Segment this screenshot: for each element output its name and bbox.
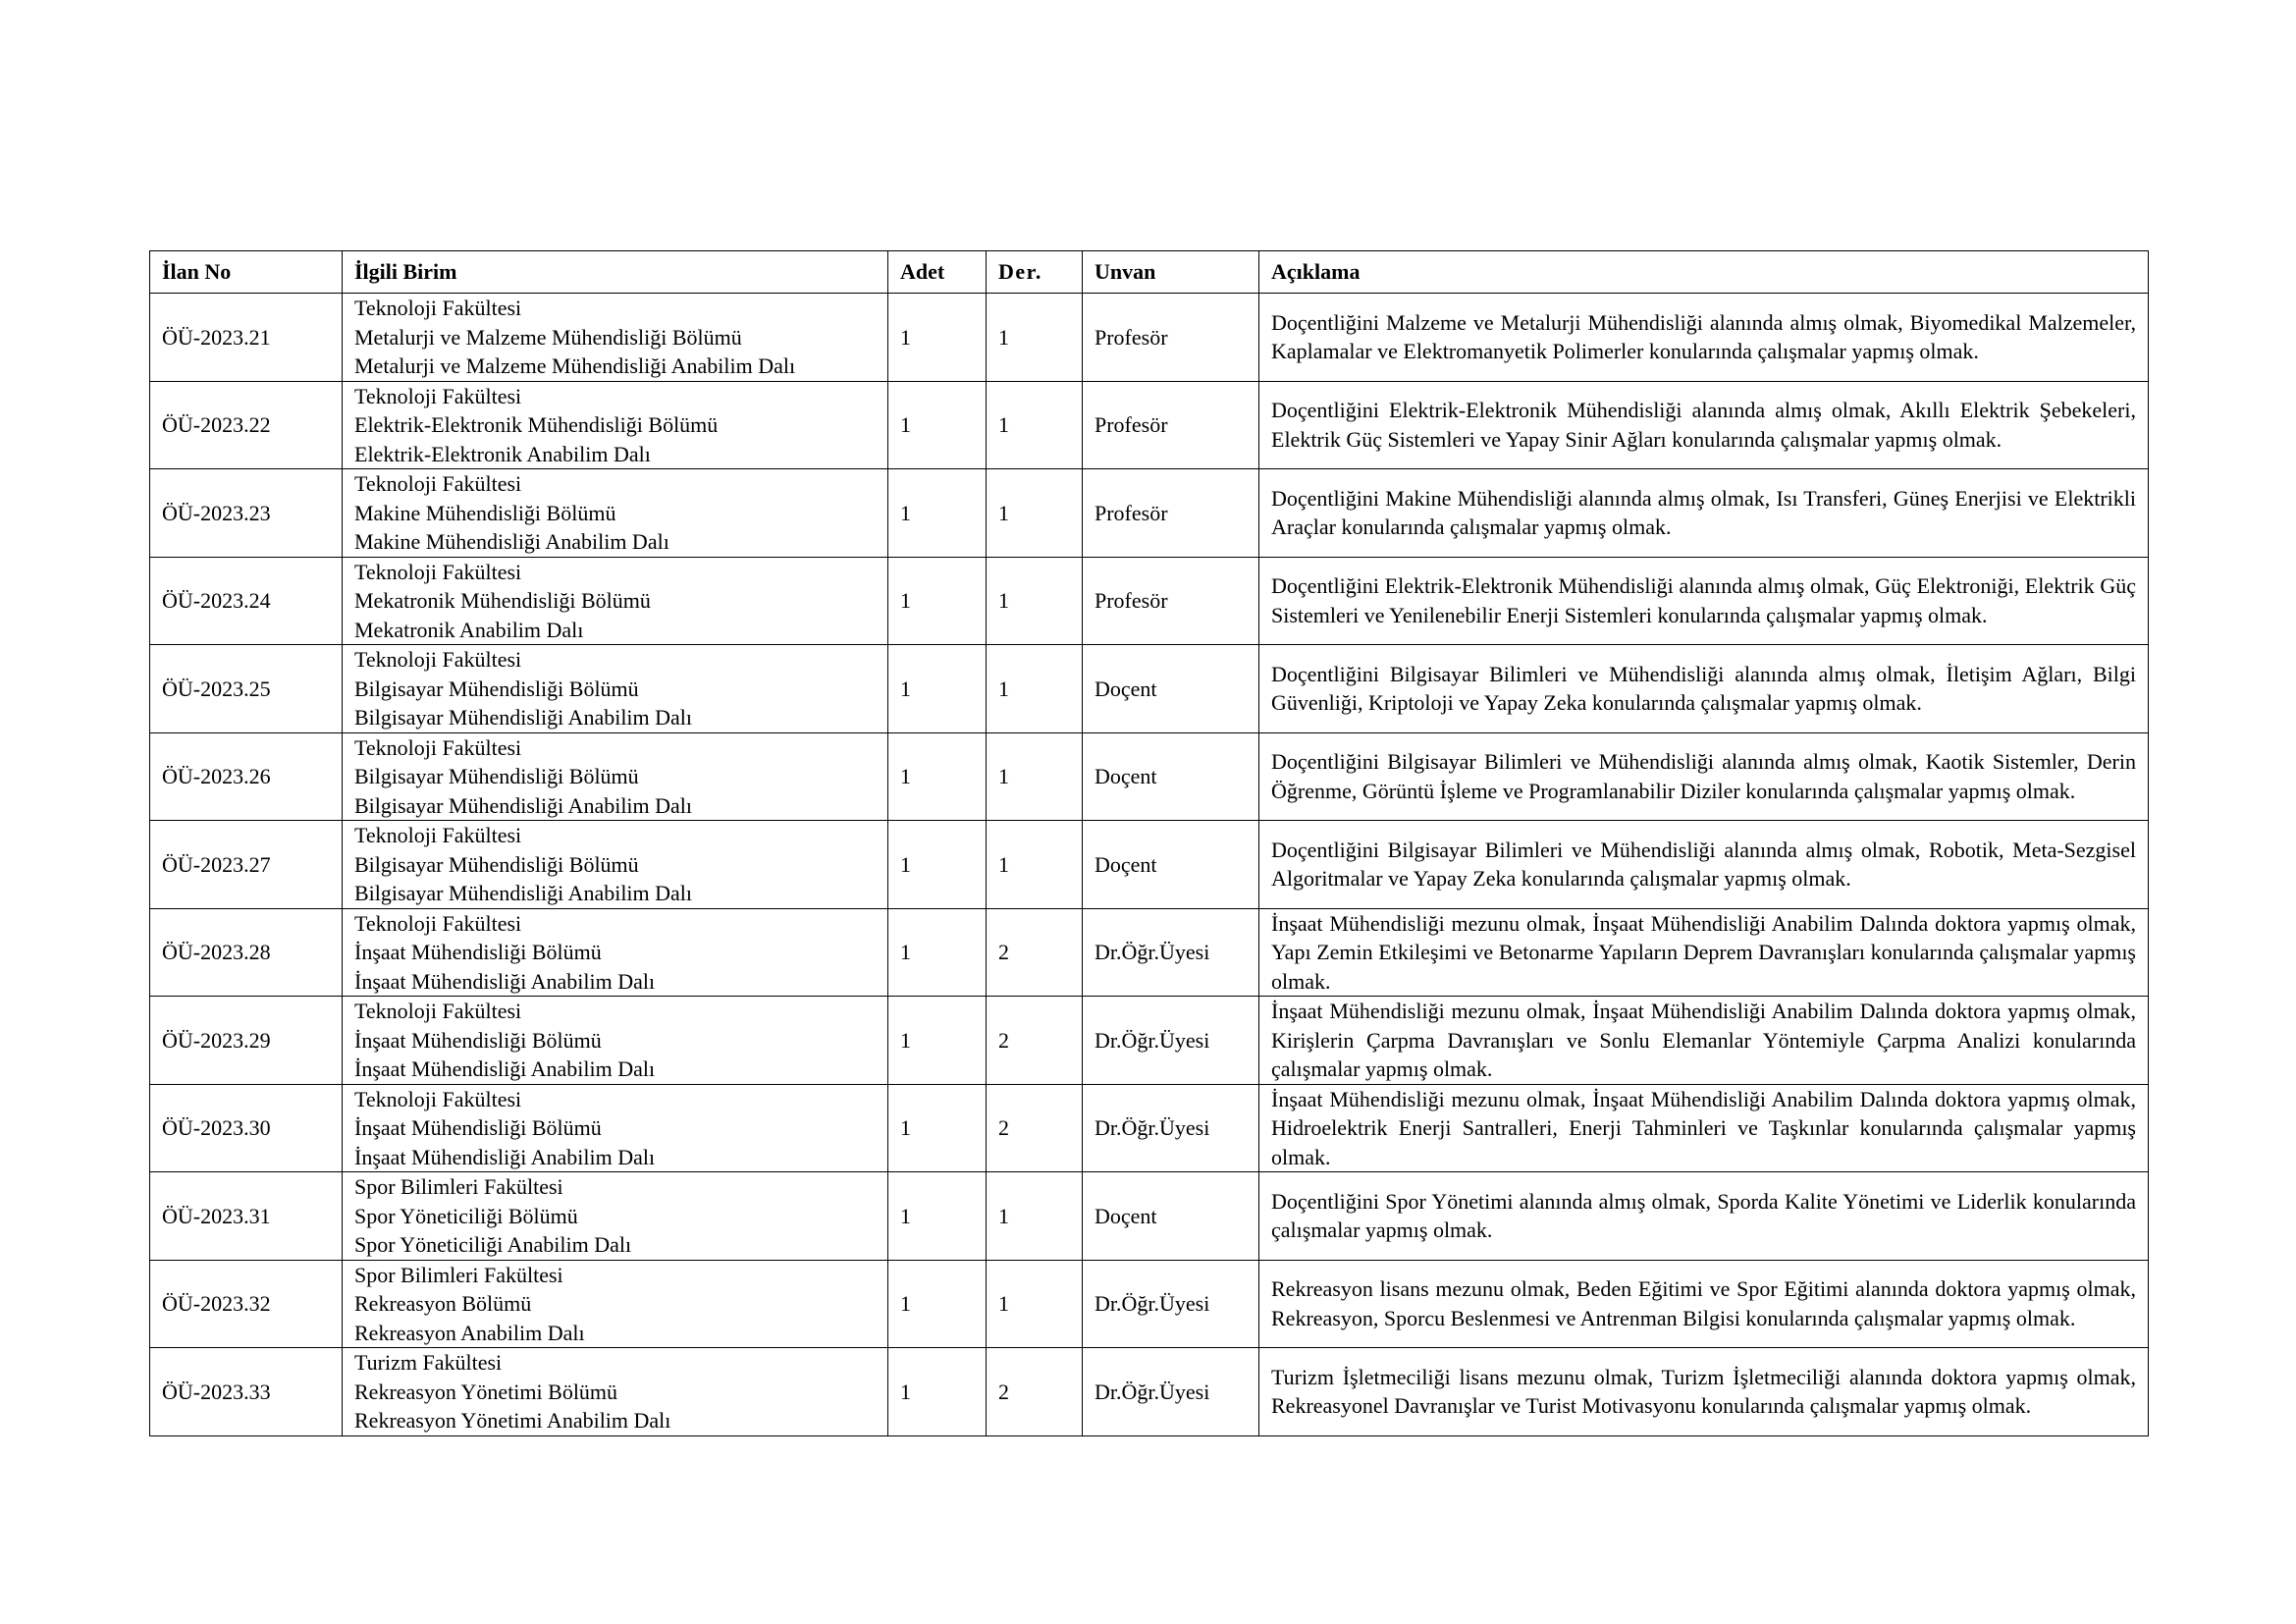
birim-line: İnşaat Mühendisliği Bölümü bbox=[354, 1027, 602, 1053]
ilan-table bbox=[149, 250, 2149, 1436]
ilan-no-cell: ÖÜ-2023.28 bbox=[150, 908, 343, 997]
der-cell: 1 bbox=[987, 381, 1083, 469]
ilgili-birim-cell bbox=[343, 821, 888, 909]
aciklama-cell: İnşaat Mühendisliği mezunu olmak, İnşaat Mühendisliği Anabilim Dalında doktora yapmış olmak, Yapı Zemin Etkileşimi ve Betonarme Yapıların Deprem Davranışları konularında çalışmalar yapmış olmak. bbox=[1259, 908, 2149, 997]
adet-cell: 1 bbox=[888, 908, 987, 997]
ilan-no-cell: ÖÜ-2023.25 bbox=[150, 645, 343, 733]
der-cell: 1 bbox=[987, 645, 1083, 733]
table-row bbox=[150, 997, 2149, 1085]
ilgili-birim-cell bbox=[343, 1260, 888, 1348]
table-row bbox=[150, 645, 2149, 733]
unvan-cell: Profesör bbox=[1083, 557, 1259, 645]
ilgili-birim-cell bbox=[343, 1348, 888, 1436]
ilan-no-cell: ÖÜ-2023.24 bbox=[150, 557, 343, 645]
birim-line: Metalurji ve Malzeme Mühendisliği Bölümü bbox=[354, 324, 742, 350]
aciklama-cell: Doçentliğini Bilgisayar Bilimleri ve Mühendisliği alanında almış olmak, Robotik, Meta-Sezgisel Algoritmalar ve Yapay Zeka konularında çalışmalar yapmış olmak. bbox=[1259, 821, 2149, 909]
ilan-no-cell: ÖÜ-2023.29 bbox=[150, 997, 343, 1085]
aciklama-cell: İnşaat Mühendisliği mezunu olmak, İnşaat Mühendisliği Anabilim Dalında doktora yapmış olmak, Hidroelektrik Enerji Santralleri, Enerji Tahminleri ve Taşkınlar konularında çalışmalar yapmış olmak. bbox=[1259, 1084, 2149, 1172]
header-unvan: Unvan bbox=[1083, 251, 1259, 294]
aciklama-cell: Doçentliğini Bilgisayar Bilimleri ve Mühendisliği alanında almış olmak, Kaotik Sistemler, Derin Öğrenme, Görüntü İşleme ve Programlanabilir Diziler konularında çalışmalar yapmış olmak. bbox=[1259, 732, 2149, 821]
birim-line: Makine Mühendisliği Bölümü bbox=[354, 500, 616, 525]
adet-cell: 1 bbox=[888, 557, 987, 645]
der-cell: 1 bbox=[987, 557, 1083, 645]
ilan-no-cell: ÖÜ-2023.33 bbox=[150, 1348, 343, 1436]
ilan-no-cell: ÖÜ-2023.21 bbox=[150, 294, 343, 382]
ilan-no-cell: ÖÜ-2023.32 bbox=[150, 1260, 343, 1348]
aciklama-cell: Doçentliğini Malzeme ve Metalurji Mühendisliği alanında almış olmak, Biyomedikal Malzemeler, Kaplamalar ve Elektromanyetik Polimerler konularında çalışmalar yapmış olmak. bbox=[1259, 294, 2149, 382]
birim-line: Turizm Fakültesi bbox=[354, 1350, 503, 1375]
birim-line: Mekatronik Anabilim Dalı bbox=[354, 617, 584, 642]
birim-line: Teknoloji Fakültesi bbox=[354, 734, 522, 760]
birim-line: Teknoloji Fakültesi bbox=[354, 559, 522, 584]
aciklama-cell: Doçentliğini Makine Mühendisliği alanında almış olmak, Isı Transferi, Güneş Enerjisi ve Elektrikli Araçlar konularında çalışmalar yapmış olmak. bbox=[1259, 469, 2149, 558]
ilgili-birim-cell bbox=[343, 469, 888, 558]
birim-line: İnşaat Mühendisliği Anabilim Dalı bbox=[354, 1056, 656, 1081]
birim-line: Teknoloji Fakültesi bbox=[354, 999, 522, 1023]
aciklama-cell: Turizm İşletmeciliği lisans mezunu olmak, Turizm İşletmeciliği alanında doktora yapmış olmak, Rekreasyonel Davranışlar ve Turist Motivasyonu konularında çalışmalar yapmış olmak. bbox=[1259, 1348, 2149, 1436]
birim-line: Teknoloji Fakültesi bbox=[354, 296, 522, 320]
ilan-no-cell: ÖÜ-2023.31 bbox=[150, 1172, 343, 1261]
ilan-no-cell: ÖÜ-2023.26 bbox=[150, 732, 343, 821]
aciklama-cell: Doçentliğini Elektrik-Elektronik Mühendisliği alanında almış olmak, Akıllı Elektrik Şebekeleri, Elektrik Güç Sistemleri ve Yapay Sinir Ağları konularında çalışmalar yapmış olmak. bbox=[1259, 381, 2149, 469]
birim-line: Spor Yöneticiliği Bölümü bbox=[354, 1203, 578, 1228]
ilan-no-cell: ÖÜ-2023.23 bbox=[150, 469, 343, 558]
der-cell: 1 bbox=[987, 1260, 1083, 1348]
adet-cell: 1 bbox=[888, 732, 987, 821]
birim-line: İnşaat Mühendisliği Anabilim Dalı bbox=[354, 1144, 656, 1169]
ilgili-birim-cell bbox=[343, 997, 888, 1085]
ilan-no-cell: ÖÜ-2023.27 bbox=[150, 821, 343, 909]
unvan-cell: Dr.Öğr.Üyesi bbox=[1083, 1260, 1259, 1348]
ilgili-birim-cell bbox=[343, 908, 888, 997]
table-row bbox=[150, 294, 2149, 382]
adet-cell: 1 bbox=[888, 997, 987, 1085]
ilgili-birim-cell bbox=[343, 645, 888, 733]
der-cell: 1 bbox=[987, 821, 1083, 909]
unvan-cell: Doçent bbox=[1083, 732, 1259, 821]
birim-line: Teknoloji Fakültesi bbox=[354, 647, 522, 672]
birim-line: Teknoloji Fakültesi bbox=[354, 471, 522, 496]
birim-line: Teknoloji Fakültesi bbox=[354, 823, 522, 847]
birim-line: Bilgisayar Mühendisliği Anabilim Dalı bbox=[354, 881, 693, 905]
birim-line: Spor Yöneticiliği Anabilim Dalı bbox=[354, 1232, 632, 1257]
der-cell: 1 bbox=[987, 1172, 1083, 1261]
unvan-cell: Profesör bbox=[1083, 294, 1259, 382]
ilgili-birim-cell bbox=[343, 294, 888, 382]
birim-line: Teknoloji Fakültesi bbox=[354, 910, 522, 936]
birim-line: Mekatronik Mühendisliği Bölümü bbox=[354, 588, 651, 613]
table-row bbox=[150, 469, 2149, 558]
table-row bbox=[150, 732, 2149, 821]
header-ilgili-birim: İlgili Birim bbox=[343, 251, 888, 294]
der-cell: 2 bbox=[987, 1348, 1083, 1436]
birim-line: Bilgisayar Mühendisliği Bölümü bbox=[354, 851, 639, 877]
birim-line: Metalurji ve Malzeme Mühendisliği Anabilim Dalı bbox=[354, 353, 796, 378]
ilan-no-cell: ÖÜ-2023.22 bbox=[150, 381, 343, 469]
ilgili-birim-cell bbox=[343, 732, 888, 821]
table-row bbox=[150, 1084, 2149, 1172]
birim-line: Bilgisayar Mühendisliği Bölümü bbox=[354, 676, 639, 701]
adet-cell: 1 bbox=[888, 1084, 987, 1172]
table-row bbox=[150, 1348, 2149, 1436]
aciklama-cell: Rekreasyon lisans mezunu olmak, Beden Eğitimi ve Spor Eğitimi alanında doktora yapmış olmak, Rekreasyon, Sporcu Beslenmesi ve Antrenman Bilgisi konularında çalışmalar yapmış olmak. bbox=[1259, 1260, 2149, 1348]
der-cell: 1 bbox=[987, 469, 1083, 558]
adet-cell: 1 bbox=[888, 294, 987, 382]
table-row bbox=[150, 821, 2149, 909]
adet-cell: 1 bbox=[888, 381, 987, 469]
aciklama-cell: Doçentliğini Spor Yönetimi alanında almış olmak, Sporda Kalite Yönetimi ve Liderlik konularında çalışmalar yapmış olmak. bbox=[1259, 1172, 2149, 1261]
birim-line: Bilgisayar Mühendisliği Bölümü bbox=[354, 764, 639, 788]
header-ilan-no: İlan No bbox=[150, 251, 343, 294]
birim-line: Rekreasyon Yönetimi Anabilim Dalı bbox=[354, 1408, 671, 1433]
ilgili-birim-cell bbox=[343, 1172, 888, 1261]
table-row bbox=[150, 908, 2149, 997]
table-row bbox=[150, 1172, 2149, 1261]
der-cell: 2 bbox=[987, 908, 1083, 997]
unvan-cell: Doçent bbox=[1083, 645, 1259, 733]
birim-line: Bilgisayar Mühendisliği Anabilim Dalı bbox=[354, 705, 693, 730]
birim-line: Rekreasyon Bölümü bbox=[354, 1291, 532, 1316]
unvan-cell: Dr.Öğr.Üyesi bbox=[1083, 908, 1259, 997]
unvan-cell: Doçent bbox=[1083, 821, 1259, 909]
unvan-cell: Profesör bbox=[1083, 381, 1259, 469]
birim-line: Rekreasyon Anabilim Dalı bbox=[354, 1320, 585, 1345]
birim-line: Teknoloji Fakültesi bbox=[354, 383, 522, 408]
birim-line: Spor Bilimleri Fakültesi bbox=[354, 1174, 563, 1199]
table-row bbox=[150, 1260, 2149, 1348]
adet-cell: 1 bbox=[888, 1260, 987, 1348]
ilan-no-cell: ÖÜ-2023.30 bbox=[150, 1084, 343, 1172]
der-cell: 2 bbox=[987, 997, 1083, 1085]
header-row bbox=[150, 251, 2149, 294]
birim-line: Rekreasyon Yönetimi Bölümü bbox=[354, 1379, 618, 1404]
birim-line: Makine Mühendisliği Anabilim Dalı bbox=[354, 529, 669, 554]
unvan-cell: Dr.Öğr.Üyesi bbox=[1083, 1348, 1259, 1436]
adet-cell: 1 bbox=[888, 1172, 987, 1261]
header-aciklama: Açıklama bbox=[1259, 251, 2149, 294]
ilgili-birim-cell bbox=[343, 381, 888, 469]
adet-cell: 1 bbox=[888, 1348, 987, 1436]
adet-cell: 1 bbox=[888, 821, 987, 909]
table-row bbox=[150, 557, 2149, 645]
birim-line: Spor Bilimleri Fakültesi bbox=[354, 1262, 563, 1287]
birim-line: Elektrik-Elektronik Mühendisliği Bölümü bbox=[354, 412, 719, 437]
der-cell: 1 bbox=[987, 732, 1083, 821]
ilgili-birim-cell bbox=[343, 557, 888, 645]
der-cell: 2 bbox=[987, 1084, 1083, 1172]
birim-line: Teknoloji Fakültesi bbox=[354, 1086, 522, 1111]
birim-line: Bilgisayar Mühendisliği Anabilim Dalı bbox=[354, 792, 693, 818]
birim-line: Elektrik-Elektronik Anabilim Dalı bbox=[354, 441, 651, 466]
aciklama-cell: Doçentliğini Elektrik-Elektronik Mühendisliği alanında almış olmak, Güç Elektroniği, Elektrik Güç Sistemleri ve Yenilenebilir Enerji Sistemleri konularında çalışmalar yapmış olmak. bbox=[1259, 557, 2149, 645]
adet-cell: 1 bbox=[888, 645, 987, 733]
der-cell: 1 bbox=[987, 294, 1083, 382]
ilgili-birim-cell bbox=[343, 1084, 888, 1172]
header-adet: Adet bbox=[888, 251, 987, 294]
adet-cell: 1 bbox=[888, 469, 987, 558]
table-body bbox=[150, 294, 2149, 1436]
birim-line: İnşaat Mühendisliği Anabilim Dalı bbox=[354, 968, 656, 994]
unvan-cell: Dr.Öğr.Üyesi bbox=[1083, 997, 1259, 1085]
table-row bbox=[150, 381, 2149, 469]
unvan-cell: Doçent bbox=[1083, 1172, 1259, 1261]
unvan-cell: Dr.Öğr.Üyesi bbox=[1083, 1084, 1259, 1172]
unvan-cell: Profesör bbox=[1083, 469, 1259, 558]
birim-line: İnşaat Mühendisliği Bölümü bbox=[354, 1115, 602, 1140]
aciklama-cell: Doçentliğini Bilgisayar Bilimleri ve Mühendisliği alanında almış olmak, İletişim Ağları, Bilgi Güvenliği, Kriptoloji ve Yapay Zeka konularında çalışmalar yapmış olmak. bbox=[1259, 645, 2149, 733]
birim-line: İnşaat Mühendisliği Bölümü bbox=[354, 940, 602, 964]
header-der: Der. bbox=[987, 251, 1083, 294]
aciklama-cell: İnşaat Mühendisliği mezunu olmak, İnşaat Mühendisliği Anabilim Dalında doktora yapmış olmak, Kirişlerin Çarpma Davranışları ve Sonlu Elemanlar Yöntemiyle Çarpma Analizi konularında çalışmalar yapmış olmak. bbox=[1259, 997, 2149, 1085]
